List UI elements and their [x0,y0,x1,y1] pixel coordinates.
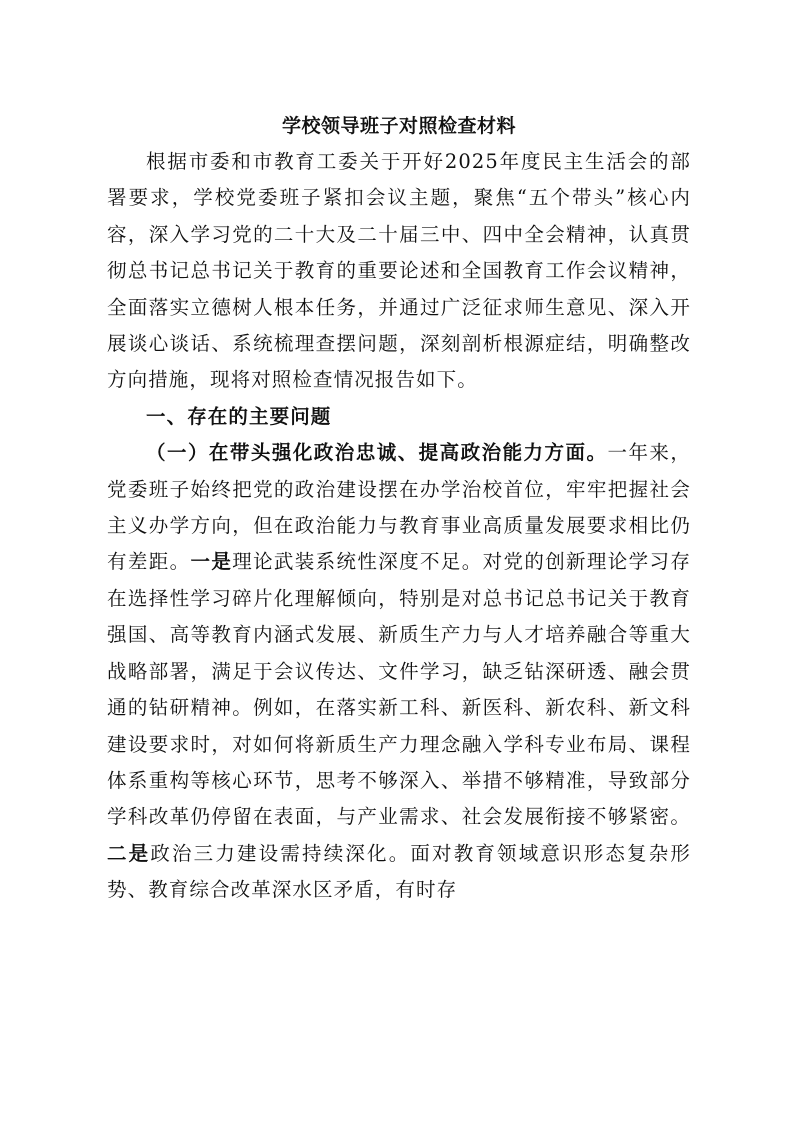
subsection-lead: （一）在带头强化政治忠诚、提高政治能力方面。 [146,441,608,465]
section-heading: 一、存在的主要问题 [146,404,332,428]
subsection-text-b: 理论武装系统性深度不足。对党的创新理论学习存在选择性学习碎片化理解倾向，特别是对总书记总书记关于教育强国、高等教育内涵式发展、新质生产力与人才培养融合等重大战略部署，满足于会议传达、文件学习，缺乏钻深研透、融会贯通的钻研精神。例如，在落实新工科、新医科、新农科、新文科建设要求时，对如何将新质生产力理念融入学科专业布局、课程体系重构等核心环节，思考不够深入、举措不够精准，导致部分学科改革仍停留在表面，与产业需求、社会发展衔接不够紧密。 [107,550,691,829]
subsection-text-c: 政治三力建设需持续深化。面对教育领域意识形态复杂形势、教育综合改革深水区矛盾，有时存 [107,841,691,902]
point-two-label: 二是 [107,841,151,865]
subsection-text-a: 一年来，党委班子始终把党的政治建设摆在办学治校首位，牢牢把握社会主义办学方向，但在政治能力与教育事业高质量发展要求相比仍有差距。 [107,441,691,574]
document-body [107,110,691,909]
point-one-label: 一是 [190,550,233,574]
subsection-paragraph [107,435,691,908]
document-title: 学校领导班子对照检查材料 [281,115,516,137]
intro-paragraph: 根据市委和市教育工委关于开好2025年度民主生活会的部署要求，学校党委班子紧扣会议主题，聚焦“五个带头”核心内容，深入学习党的二十大及二十届三中、四中全会精神，认真贯彻总书记总书记关于教育的重要论述和全国教育工作会议精神，全面落实立德树人根本任务，并通过广泛征求师生意见、深入开展谈心谈话、系统梳理查摆问题，深刻剖析根源症结，明确整改方向措施，现将对照检查情况报告如下。 [107,150,691,392]
